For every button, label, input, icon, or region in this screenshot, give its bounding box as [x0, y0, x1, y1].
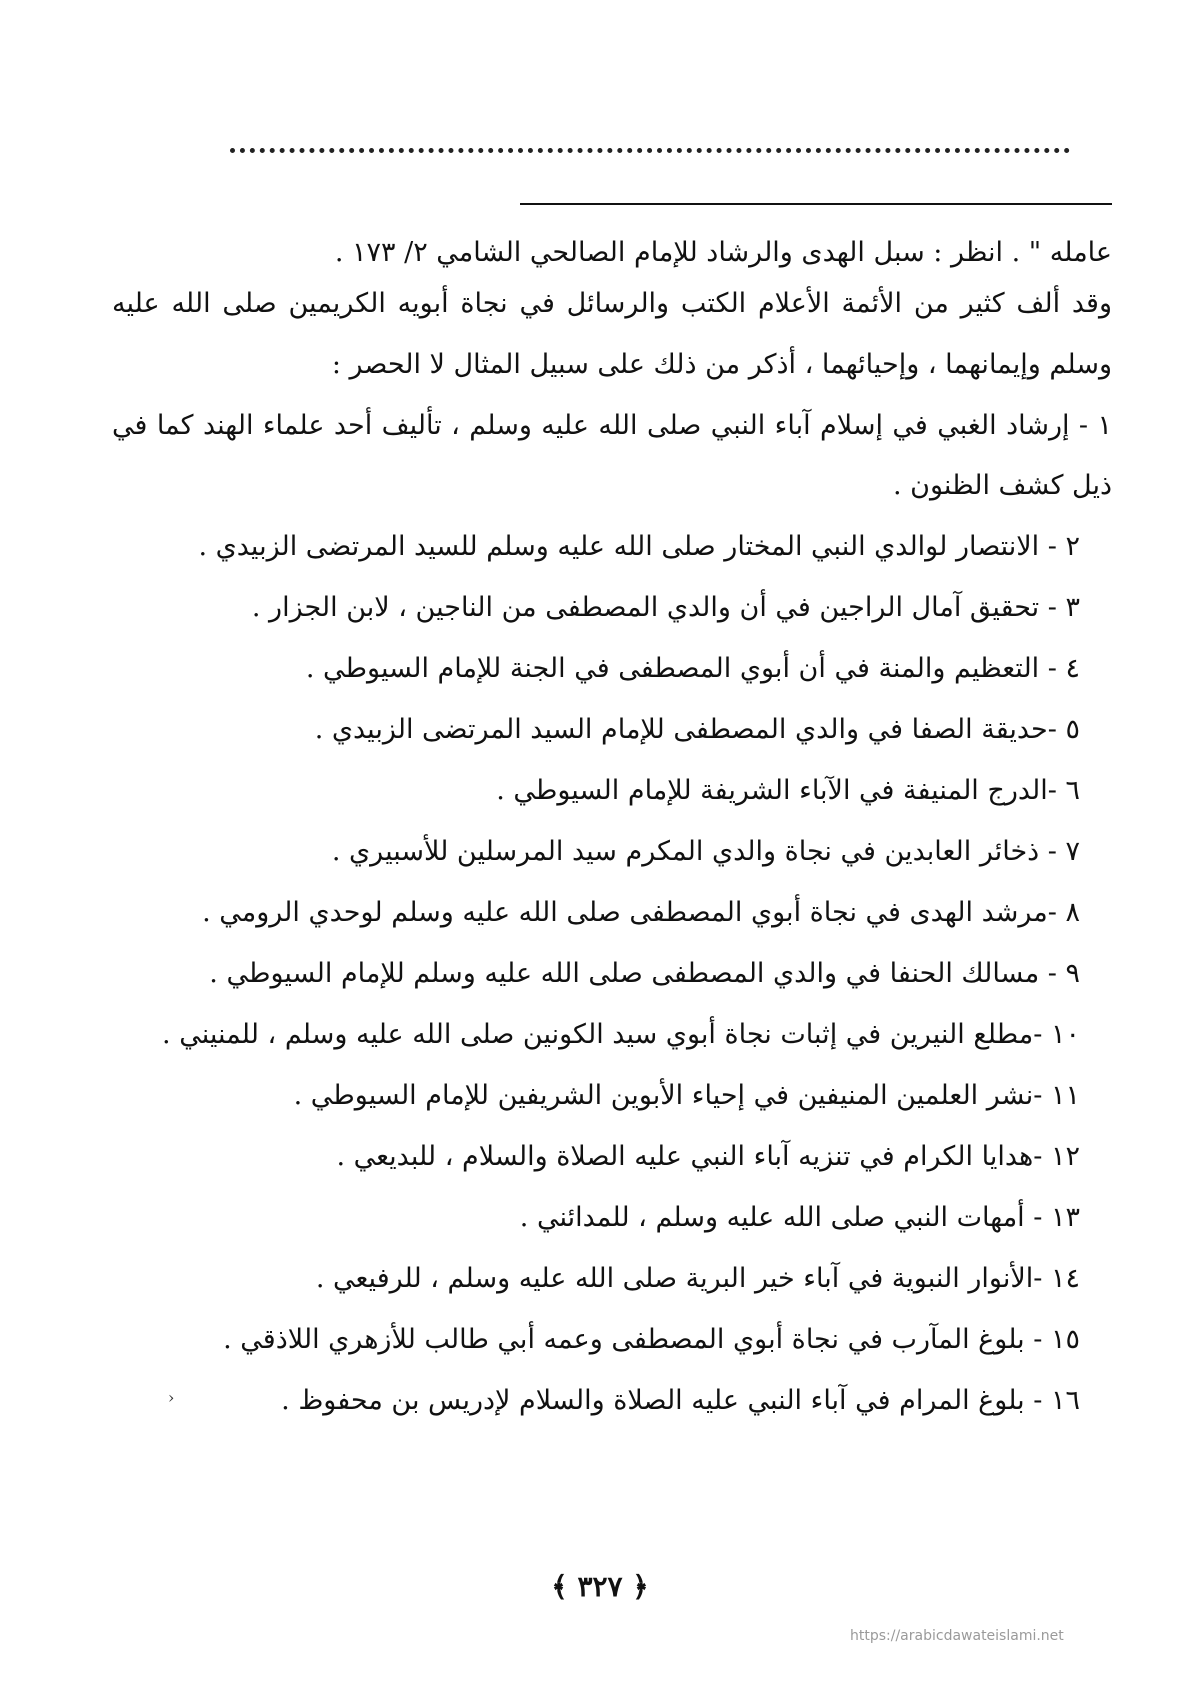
list-item-8 — [202, 893, 1080, 933]
list-item-text: الأنوار النبوية في آباء خير البرية صلى الله عليه وسلم ، للرفيعي . — [315, 1263, 1034, 1294]
list-item-number: ٥ - — [1047, 714, 1080, 745]
footnote-tail: عامله " . انظر : سبل الهدى والرشاد للإمام الصالحي الشامي ٢/ ١٧٣ . — [334, 237, 1112, 268]
list-item-number: ١٤ - — [1033, 1263, 1080, 1294]
list-item-text: أمهات النبي صلى الله عليه وسلم ، للمدائني . — [519, 1202, 1025, 1233]
list-item-text: حديقة الصفا في والدي المصطفى للإمام السيد المرتضى الزبيدي . — [314, 714, 1048, 745]
list-item-number: ٨ - — [1047, 897, 1080, 928]
margin-mark: › — [168, 1388, 175, 1407]
list-item-text: بلوغ المآرب في نجاة أبوي المصطفى وعمه أبي طالب للأزهري اللاذقي . — [223, 1324, 1025, 1355]
page-number: ﴿ ٣٢٧ ﴾ — [551, 1570, 649, 1603]
list-item-number: ١٥ - — [1024, 1324, 1080, 1355]
list-item-10 — [162, 1015, 1080, 1055]
list-item-text: بلوغ المرام في آباء النبي عليه الصلاة والسلام لإدريس بن محفوظ . — [281, 1385, 1025, 1416]
list-item-number: ٢ - — [1039, 531, 1080, 562]
list-item-number: ١١ - — [1033, 1080, 1080, 1111]
list-item-14 — [316, 1259, 1080, 1299]
list-item-number: ٤ - — [1039, 653, 1080, 684]
list-item-text: مطلع النيرين في إثبات نجاة أبوي سيد الكونين صلى الله عليه وسلم ، للمنيني . — [162, 1019, 1034, 1050]
list-item-16 — [281, 1381, 1080, 1421]
list-item-text: تحقيق آمال الراجين في أن والدي المصطفى من الناجين ، لابن الجزار . — [251, 592, 1040, 623]
list-item-7 — [332, 832, 1080, 872]
list-item-number: ١٣ - — [1024, 1202, 1080, 1233]
list-item-5 — [315, 710, 1080, 750]
intro-line-1: وقد ألف كثير من الأئمة الأعلام الكتب والرسائل في نجاة أبويه الكريمين صلى الله عليه — [112, 288, 1112, 319]
list-item-9 — [209, 954, 1080, 994]
list-item-text: الدرج المنيفة في الآباء الشريفة للإمام السيوطي . — [496, 775, 1048, 806]
list-item-number: ٧ - — [1039, 836, 1080, 867]
list-item-number: ١٠ - — [1033, 1019, 1080, 1050]
list-item-text: هدايا الكرام في تنزيه آباء النبي عليه الصلاة والسلام ، للبديعي . — [336, 1141, 1034, 1172]
list-item-number: ١ - — [1069, 410, 1112, 441]
dotted-divider — [230, 148, 1070, 153]
list-item-text: التعظيم والمنة في أن أبوي المصطفى في الجنة للإمام السيوطي . — [305, 653, 1040, 684]
list-item-number: ١٢ - — [1033, 1141, 1080, 1172]
list-item-number: ٩ - — [1039, 958, 1080, 989]
list-item-13 — [520, 1198, 1080, 1238]
list-item-6 — [496, 771, 1080, 811]
list-item-text: مرشد الهدى في نجاة أبوي المصطفى صلى الله عليه وسلم لوحدي الرومي . — [202, 897, 1048, 928]
list-item-text: مسالك الحنفا في والدي المصطفى صلى الله عليه وسلم للإمام السيوطي . — [209, 958, 1040, 989]
list-item-15 — [223, 1320, 1080, 1360]
list-item-text: الانتصار لوالدي النبي المختار صلى الله عليه وسلم للسيد المرتضى الزبيدي . — [198, 531, 1040, 562]
list-item-number: ٦ - — [1047, 775, 1080, 806]
list-item-1-line-2: ذيل كشف الظنون . — [892, 470, 1112, 501]
list-item-number: ٣ - — [1039, 592, 1080, 623]
list-item-3 — [252, 588, 1080, 628]
watermark-url: https://arabicdawateislami.net — [850, 1628, 1064, 1644]
list-item-text: نشر العلمين المنيفين في إحياء الأبوين الشريفين للإمام السيوطي . — [293, 1080, 1034, 1111]
list-item-text: إرشاد الغبي في إسلام آباء النبي صلى الله عليه وسلم ، تأليف أحد علماء الهند كما في — [112, 410, 1070, 441]
list-item-2 — [198, 527, 1080, 567]
list-item-text: ذخائر العابدين في نجاة والدي المكرم سيد المرسلين للأسبيري . — [331, 836, 1040, 867]
list-item-11 — [294, 1076, 1080, 1116]
intro-line-2: وسلم وإيمانهما ، وإحيائهما ، أذكر من ذلك على سبيل المثال لا الحصر : — [331, 349, 1112, 380]
list-item-12 — [336, 1137, 1080, 1177]
list-item-1-line-1 — [112, 406, 1112, 446]
list-item-number: ١٦ - — [1024, 1385, 1080, 1416]
footnote-rule — [520, 203, 1112, 205]
list-item-4 — [306, 649, 1080, 689]
